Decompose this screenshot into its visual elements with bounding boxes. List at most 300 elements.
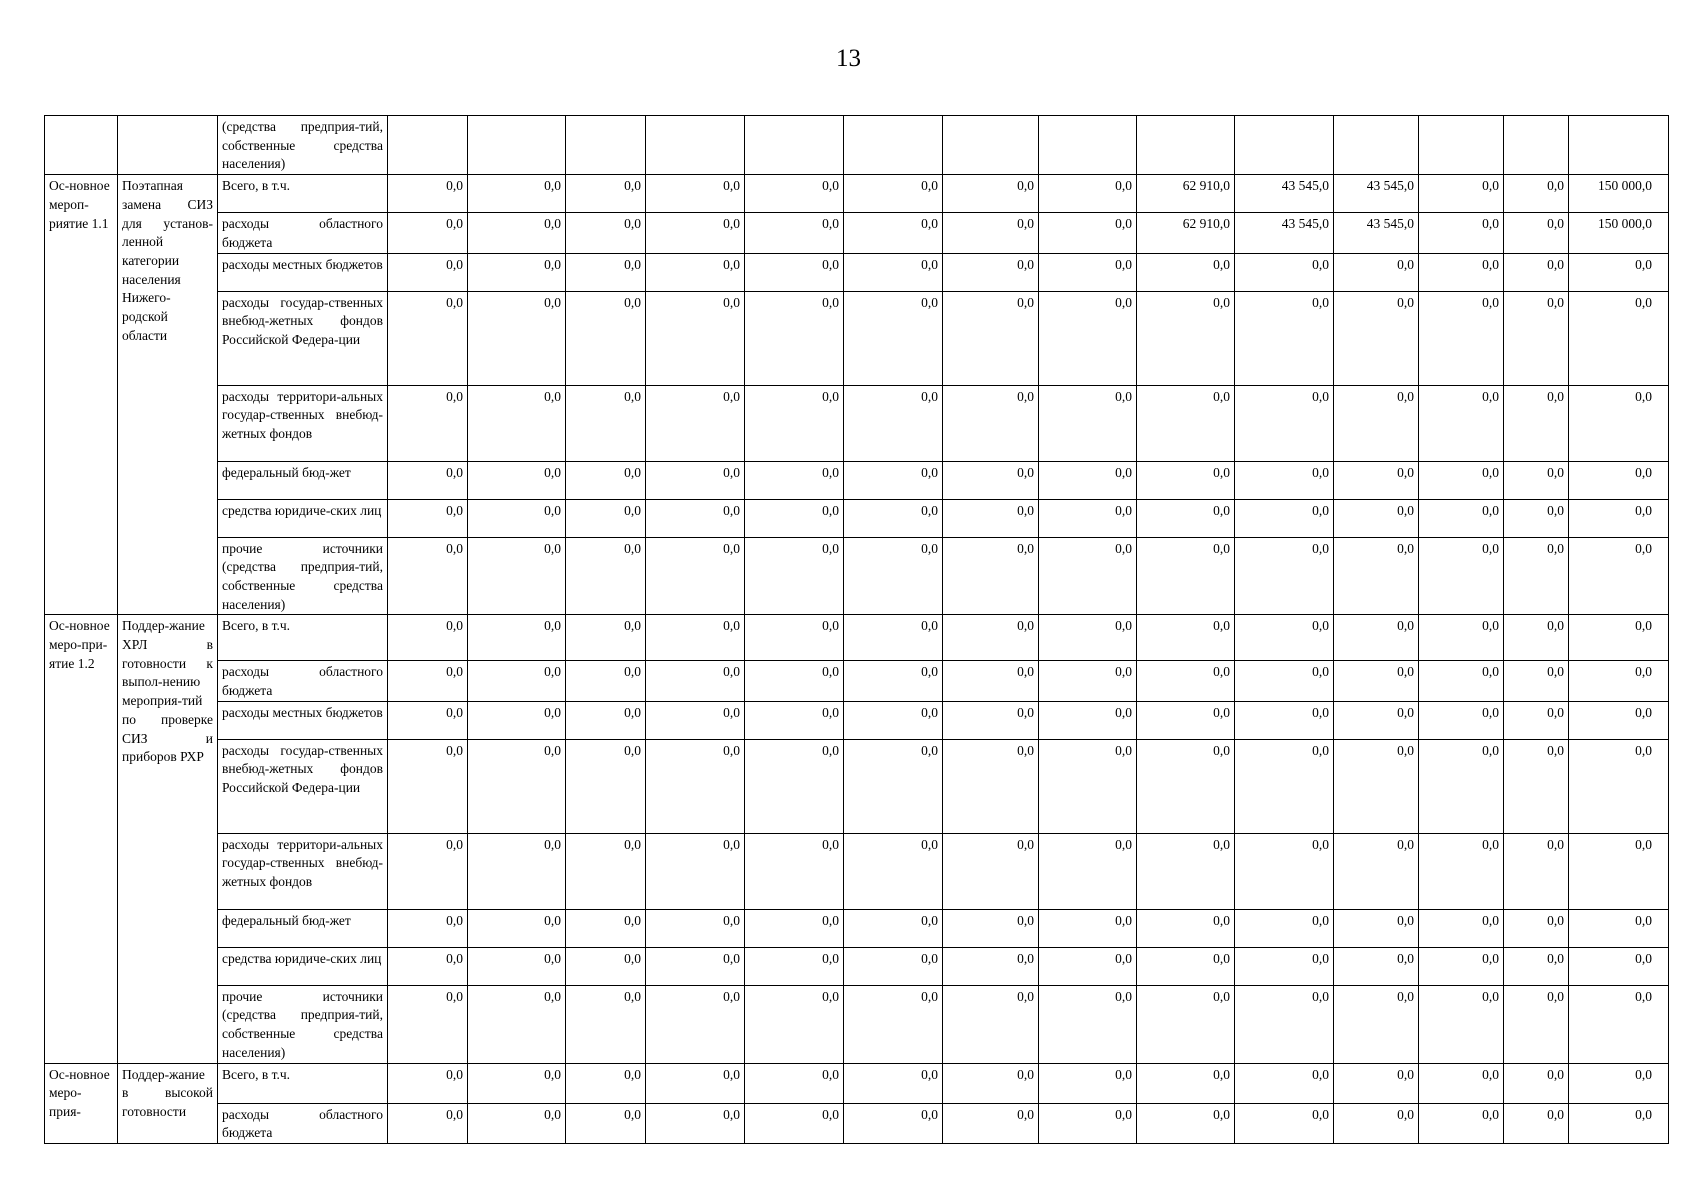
funding-source-cell: расходы областного бюджета [218, 213, 388, 253]
funding-source-cell: средства юридиче-ских лиц [218, 947, 388, 985]
value-cell: 0,0 [1504, 537, 1569, 615]
value-cell: 0,0 [1235, 537, 1334, 615]
value-cell: 43 545,0 [1334, 175, 1419, 213]
value-cell: 0,0 [1419, 701, 1504, 739]
value-cell: 0,0 [1419, 1103, 1504, 1143]
value-cell: 0,0 [566, 291, 646, 385]
value-cell: 0,0 [1504, 175, 1569, 213]
value-cell: 0,0 [1569, 615, 1669, 661]
value-cell: 0,0 [844, 701, 943, 739]
value-cell: 0,0 [1235, 701, 1334, 739]
table-row [45, 537, 1669, 615]
value-cell: 0,0 [1419, 175, 1504, 213]
value-cell: 0,0 [1419, 909, 1504, 947]
value-cell: 0,0 [1137, 253, 1235, 291]
value-cell: 0,0 [646, 1063, 745, 1103]
value-cell: 0,0 [1039, 1103, 1137, 1143]
value-cell: 43 545,0 [1235, 213, 1334, 253]
value-cell [745, 116, 844, 175]
table-row [45, 833, 1669, 909]
funding-source-cell: Всего, в т.ч. [218, 175, 388, 213]
value-cell: 0,0 [943, 1063, 1039, 1103]
value-cell: 0,0 [468, 1063, 566, 1103]
value-cell: 0,0 [1504, 833, 1569, 909]
value-cell: 0,0 [1334, 739, 1419, 833]
value-cell: 0,0 [1419, 253, 1504, 291]
table-row [45, 253, 1669, 291]
value-cell: 0,0 [1137, 537, 1235, 615]
table-row [45, 701, 1669, 739]
value-cell [646, 116, 745, 175]
value-cell: 0,0 [468, 985, 566, 1063]
value-cell: 0,0 [646, 461, 745, 499]
value-cell: 0,0 [388, 1103, 468, 1143]
value-cell: 0,0 [745, 291, 844, 385]
funding-source-cell: федеральный бюд-жет [218, 909, 388, 947]
value-cell: 0,0 [1419, 947, 1504, 985]
value-cell: 0,0 [646, 385, 745, 461]
value-cell: 0,0 [745, 833, 844, 909]
value-cell: 0,0 [1419, 661, 1504, 701]
table-row [45, 385, 1669, 461]
value-cell: 0,0 [566, 985, 646, 1063]
value-cell: 0,0 [388, 701, 468, 739]
value-cell: 0,0 [1419, 985, 1504, 1063]
activity-label-cell [45, 116, 118, 175]
value-cell: 0,0 [844, 1063, 943, 1103]
value-cell: 0,0 [1039, 1063, 1137, 1103]
value-cell: 0,0 [388, 833, 468, 909]
value-cell: 0,0 [1137, 1063, 1235, 1103]
value-cell: 0,0 [1137, 461, 1235, 499]
value-cell: 0,0 [566, 909, 646, 947]
value-cell: 0,0 [1137, 661, 1235, 701]
value-cell: 0,0 [468, 461, 566, 499]
value-cell: 0,0 [388, 213, 468, 253]
table-row [45, 909, 1669, 947]
value-cell: 0,0 [1569, 461, 1669, 499]
value-cell: 0,0 [1504, 1063, 1569, 1103]
value-cell: 0,0 [388, 739, 468, 833]
value-cell: 0,0 [566, 833, 646, 909]
value-cell: 0,0 [1334, 947, 1419, 985]
value-cell: 0,0 [566, 661, 646, 701]
value-cell: 0,0 [943, 985, 1039, 1063]
value-cell: 0,0 [1039, 701, 1137, 739]
value-cell: 0,0 [1137, 909, 1235, 947]
value-cell: 0,0 [566, 213, 646, 253]
value-cell: 0,0 [943, 213, 1039, 253]
value-cell: 0,0 [1235, 253, 1334, 291]
funding-source-cell: (средства предприя-тий, собственные средства населения) [218, 116, 388, 175]
funding-source-cell: расходы областного бюджета [218, 1103, 388, 1143]
value-cell [566, 116, 646, 175]
value-cell: 43 545,0 [1334, 213, 1419, 253]
value-cell: 0,0 [1137, 739, 1235, 833]
value-cell: 0,0 [1569, 661, 1669, 701]
value-cell: 0,0 [943, 537, 1039, 615]
value-cell: 0,0 [1235, 1063, 1334, 1103]
value-cell: 0,0 [1419, 1063, 1504, 1103]
value-cell: 0,0 [1504, 909, 1569, 947]
value-cell: 43 545,0 [1235, 175, 1334, 213]
value-cell: 0,0 [1334, 385, 1419, 461]
value-cell: 0,0 [388, 461, 468, 499]
value-cell: 0,0 [1235, 661, 1334, 701]
table-row [45, 1103, 1669, 1143]
value-cell [388, 116, 468, 175]
value-cell: 0,0 [1137, 985, 1235, 1063]
value-cell: 0,0 [1504, 461, 1569, 499]
value-cell: 0,0 [745, 739, 844, 833]
value-cell: 0,0 [1235, 739, 1334, 833]
value-cell: 0,0 [1569, 701, 1669, 739]
value-cell: 0,0 [1334, 499, 1419, 537]
value-cell: 0,0 [1137, 615, 1235, 661]
table-row [45, 175, 1669, 213]
value-cell: 0,0 [943, 175, 1039, 213]
value-cell: 0,0 [1419, 291, 1504, 385]
value-cell: 0,0 [388, 291, 468, 385]
table-row [45, 213, 1669, 253]
value-cell: 0,0 [1235, 985, 1334, 1063]
value-cell: 0,0 [1504, 947, 1569, 985]
value-cell: 0,0 [943, 701, 1039, 739]
page-number: 13 [836, 45, 861, 72]
value-cell: 0,0 [844, 385, 943, 461]
value-cell: 0,0 [1569, 985, 1669, 1063]
value-cell: 0,0 [1235, 499, 1334, 537]
value-cell: 0,0 [646, 537, 745, 615]
value-cell: 0,0 [1334, 291, 1419, 385]
value-cell: 0,0 [943, 615, 1039, 661]
value-cell: 0,0 [1039, 385, 1137, 461]
value-cell: 0,0 [1235, 1103, 1334, 1143]
value-cell: 150 000,0 [1569, 213, 1669, 253]
value-cell: 0,0 [745, 461, 844, 499]
value-cell [1504, 116, 1569, 175]
table-row [45, 947, 1669, 985]
value-cell: 0,0 [388, 661, 468, 701]
value-cell: 0,0 [745, 615, 844, 661]
budget-table [44, 115, 1669, 1144]
value-cell: 0,0 [1504, 739, 1569, 833]
value-cell: 0,0 [646, 291, 745, 385]
value-cell: 0,0 [1137, 1103, 1235, 1143]
activity-label-cell: Ос-новное меро-прия- [45, 1063, 118, 1143]
funding-source-cell: средства юридиче-ских лиц [218, 499, 388, 537]
value-cell: 0,0 [1419, 833, 1504, 909]
activity-name-cell [118, 116, 218, 175]
value-cell: 0,0 [468, 213, 566, 253]
value-cell: 0,0 [566, 739, 646, 833]
value-cell: 0,0 [1419, 213, 1504, 253]
value-cell: 0,0 [1419, 537, 1504, 615]
value-cell: 0,0 [1137, 291, 1235, 385]
value-cell: 0,0 [1569, 291, 1669, 385]
value-cell: 0,0 [1334, 985, 1419, 1063]
value-cell: 0,0 [1334, 701, 1419, 739]
value-cell: 0,0 [388, 615, 468, 661]
funding-source-cell: расходы территори-альных государ-ственных внебюд-жетных фондов [218, 385, 388, 461]
value-cell [1137, 116, 1235, 175]
value-cell: 0,0 [745, 909, 844, 947]
value-cell: 0,0 [1504, 701, 1569, 739]
value-cell: 0,0 [745, 253, 844, 291]
value-cell [1569, 116, 1669, 175]
value-cell: 0,0 [844, 615, 943, 661]
value-cell: 0,0 [1039, 739, 1137, 833]
value-cell: 0,0 [844, 985, 943, 1063]
value-cell: 0,0 [844, 175, 943, 213]
value-cell: 0,0 [1137, 385, 1235, 461]
value-cell: 0,0 [388, 175, 468, 213]
activity-name-cell: Поэтапная замена СИЗ для установ-ленной категории населения Нижего-родской области [118, 175, 218, 615]
funding-source-cell: расходы областного бюджета [218, 661, 388, 701]
table-row [45, 661, 1669, 701]
value-cell: 0,0 [1419, 739, 1504, 833]
value-cell: 0,0 [1504, 661, 1569, 701]
value-cell: 0,0 [1039, 537, 1137, 615]
value-cell [1235, 116, 1334, 175]
activity-name-cell: Поддер-жание ХРЛ в готовности к выпол-нению мероприя-тий по проверке СИЗ и приборов РХР [118, 615, 218, 1063]
value-cell: 0,0 [468, 291, 566, 385]
value-cell: 0,0 [468, 739, 566, 833]
funding-source-cell: расходы территори-альных государ-ственных внебюд-жетных фондов [218, 833, 388, 909]
value-cell: 0,0 [844, 213, 943, 253]
value-cell: 0,0 [844, 291, 943, 385]
value-cell: 0,0 [745, 499, 844, 537]
value-cell: 0,0 [1419, 615, 1504, 661]
value-cell: 0,0 [943, 661, 1039, 701]
table-row [45, 1063, 1669, 1103]
value-cell: 0,0 [745, 1103, 844, 1143]
value-cell: 0,0 [943, 253, 1039, 291]
value-cell: 0,0 [943, 947, 1039, 985]
funding-source-cell: расходы местных бюджетов [218, 701, 388, 739]
value-cell: 0,0 [566, 615, 646, 661]
value-cell: 0,0 [646, 739, 745, 833]
value-cell [1419, 116, 1504, 175]
value-cell: 0,0 [745, 537, 844, 615]
value-cell: 0,0 [646, 701, 745, 739]
value-cell: 0,0 [943, 1103, 1039, 1143]
value-cell: 0,0 [566, 385, 646, 461]
value-cell: 0,0 [646, 175, 745, 213]
activity-label-cell: Ос-новное мероп-риятие 1.1 [45, 175, 118, 615]
value-cell: 0,0 [1419, 499, 1504, 537]
value-cell: 0,0 [1039, 461, 1137, 499]
table-row [45, 615, 1669, 661]
value-cell: 0,0 [468, 385, 566, 461]
value-cell: 0,0 [1334, 1063, 1419, 1103]
value-cell: 0,0 [1334, 909, 1419, 947]
table-row [45, 116, 1669, 175]
value-cell: 0,0 [1039, 661, 1137, 701]
value-cell: 0,0 [468, 499, 566, 537]
value-cell: 0,0 [1334, 833, 1419, 909]
value-cell: 0,0 [646, 499, 745, 537]
value-cell: 0,0 [1569, 1103, 1669, 1143]
value-cell: 0,0 [566, 701, 646, 739]
value-cell: 0,0 [1504, 615, 1569, 661]
value-cell: 0,0 [745, 661, 844, 701]
value-cell: 0,0 [1039, 253, 1137, 291]
value-cell: 0,0 [1504, 253, 1569, 291]
value-cell: 0,0 [388, 985, 468, 1063]
value-cell: 0,0 [468, 1103, 566, 1143]
value-cell: 0,0 [1137, 833, 1235, 909]
table-row [45, 985, 1669, 1063]
value-cell: 0,0 [1569, 739, 1669, 833]
funding-source-cell: расходы государ-ственных внебюд-жетных фондов Российской Федера-ции [218, 739, 388, 833]
value-cell: 0,0 [943, 291, 1039, 385]
value-cell: 0,0 [745, 985, 844, 1063]
value-cell: 0,0 [388, 947, 468, 985]
value-cell: 0,0 [1137, 701, 1235, 739]
value-cell [1039, 116, 1137, 175]
value-cell: 0,0 [844, 461, 943, 499]
value-cell: 0,0 [1334, 537, 1419, 615]
value-cell: 0,0 [943, 385, 1039, 461]
value-cell: 0,0 [646, 985, 745, 1063]
table-row [45, 499, 1669, 537]
value-cell: 0,0 [1039, 291, 1137, 385]
table-row [45, 739, 1669, 833]
value-cell: 0,0 [1039, 833, 1137, 909]
value-cell: 0,0 [388, 1063, 468, 1103]
value-cell: 0,0 [844, 947, 943, 985]
value-cell: 0,0 [1569, 833, 1669, 909]
value-cell: 0,0 [1235, 461, 1334, 499]
funding-source-cell: Всего, в т.ч. [218, 615, 388, 661]
value-cell: 0,0 [745, 1063, 844, 1103]
value-cell [844, 116, 943, 175]
value-cell: 0,0 [844, 739, 943, 833]
value-cell: 0,0 [745, 385, 844, 461]
value-cell: 0,0 [646, 947, 745, 985]
value-cell: 0,0 [468, 909, 566, 947]
value-cell: 0,0 [1235, 947, 1334, 985]
value-cell: 0,0 [943, 909, 1039, 947]
value-cell: 0,0 [566, 253, 646, 291]
value-cell: 0,0 [646, 909, 745, 947]
value-cell: 0,0 [1235, 909, 1334, 947]
funding-source-cell: расходы государ-ственных внебюд-жетных фондов Российской Федера-ции [218, 291, 388, 385]
funding-source-cell: прочие источники (средства предприя-тий, собственные средства населения) [218, 537, 388, 615]
funding-source-cell: Всего, в т.ч. [218, 1063, 388, 1103]
activity-name-cell: Поддер-жание в высокой готовности [118, 1063, 218, 1143]
value-cell: 0,0 [388, 499, 468, 537]
value-cell: 0,0 [1235, 833, 1334, 909]
value-cell: 0,0 [1334, 1103, 1419, 1143]
value-cell: 0,0 [566, 947, 646, 985]
value-cell: 0,0 [1504, 985, 1569, 1063]
value-cell: 0,0 [745, 175, 844, 213]
value-cell: 0,0 [1569, 1063, 1669, 1103]
value-cell: 0,0 [844, 537, 943, 615]
value-cell: 0,0 [1419, 461, 1504, 499]
activity-label-cell: Ос-новное меро-при-ятие 1.2 [45, 615, 118, 1063]
value-cell: 0,0 [468, 253, 566, 291]
value-cell: 0,0 [1504, 213, 1569, 253]
value-cell: 0,0 [1569, 909, 1669, 947]
value-cell: 0,0 [943, 833, 1039, 909]
value-cell: 0,0 [943, 461, 1039, 499]
table-row [45, 461, 1669, 499]
value-cell: 0,0 [1235, 385, 1334, 461]
funding-source-cell: федеральный бюд-жет [218, 461, 388, 499]
value-cell: 0,0 [943, 499, 1039, 537]
funding-source-cell: расходы местных бюджетов [218, 253, 388, 291]
value-cell: 0,0 [844, 909, 943, 947]
value-cell: 0,0 [566, 175, 646, 213]
value-cell [468, 116, 566, 175]
value-cell: 0,0 [566, 1063, 646, 1103]
value-cell: 0,0 [1235, 291, 1334, 385]
value-cell: 62 910,0 [1137, 213, 1235, 253]
value-cell: 0,0 [1334, 253, 1419, 291]
value-cell: 0,0 [468, 947, 566, 985]
value-cell: 0,0 [646, 1103, 745, 1143]
value-cell: 0,0 [1039, 985, 1137, 1063]
value-cell: 0,0 [468, 833, 566, 909]
value-cell: 0,0 [1419, 385, 1504, 461]
value-cell: 0,0 [646, 253, 745, 291]
value-cell: 0,0 [1334, 461, 1419, 499]
value-cell: 0,0 [1039, 947, 1137, 985]
table-row [45, 291, 1669, 385]
value-cell: 0,0 [388, 537, 468, 615]
value-cell: 0,0 [468, 537, 566, 615]
value-cell: 0,0 [1137, 947, 1235, 985]
value-cell: 0,0 [388, 385, 468, 461]
funding-source-cell: прочие источники (средства предприя-тий, собственные средства населения) [218, 985, 388, 1063]
value-cell: 0,0 [1039, 499, 1137, 537]
value-cell: 0,0 [1504, 1103, 1569, 1143]
value-cell: 0,0 [646, 615, 745, 661]
value-cell: 0,0 [646, 833, 745, 909]
value-cell [1334, 116, 1419, 175]
value-cell: 0,0 [844, 661, 943, 701]
value-cell: 0,0 [388, 253, 468, 291]
value-cell: 0,0 [1504, 291, 1569, 385]
value-cell: 150 000,0 [1569, 175, 1669, 213]
value-cell: 0,0 [844, 253, 943, 291]
value-cell: 62 910,0 [1137, 175, 1235, 213]
value-cell: 0,0 [1334, 661, 1419, 701]
value-cell: 0,0 [844, 833, 943, 909]
value-cell: 0,0 [844, 499, 943, 537]
value-cell: 0,0 [745, 701, 844, 739]
value-cell: 0,0 [468, 615, 566, 661]
value-cell: 0,0 [1569, 385, 1669, 461]
value-cell: 0,0 [1039, 909, 1137, 947]
value-cell: 0,0 [1504, 499, 1569, 537]
value-cell: 0,0 [1039, 213, 1137, 253]
value-cell: 0,0 [566, 1103, 646, 1143]
value-cell: 0,0 [1569, 537, 1669, 615]
value-cell: 0,0 [943, 739, 1039, 833]
value-cell: 0,0 [844, 1103, 943, 1143]
value-cell: 0,0 [646, 661, 745, 701]
value-cell: 0,0 [1039, 615, 1137, 661]
value-cell: 0,0 [468, 701, 566, 739]
value-cell: 0,0 [646, 213, 745, 253]
value-cell: 0,0 [1504, 385, 1569, 461]
value-cell: 0,0 [388, 909, 468, 947]
value-cell: 0,0 [566, 537, 646, 615]
